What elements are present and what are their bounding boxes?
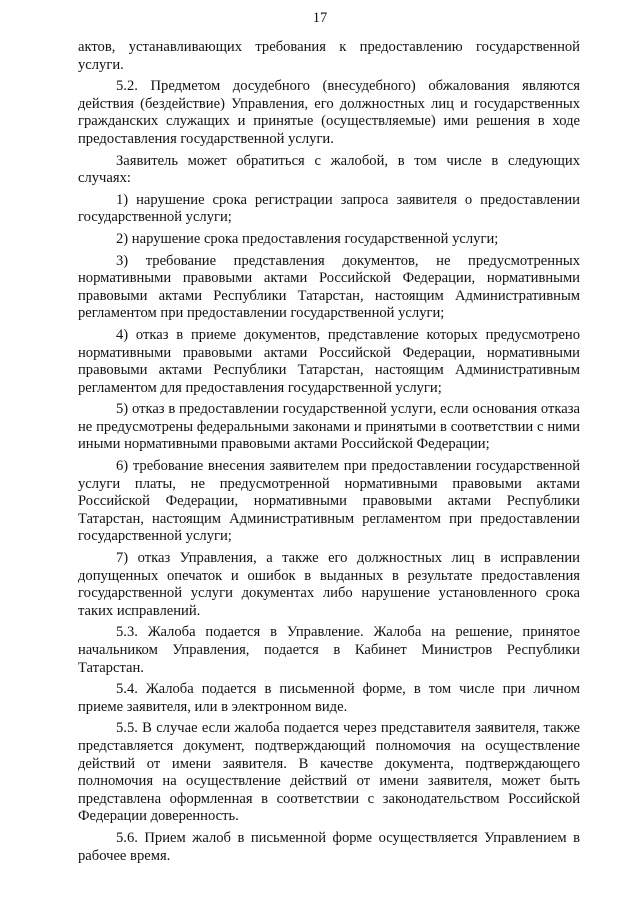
paragraph-continuation: актов, устанавливающих требования к предоставлению государственной услуги.	[78, 39, 580, 73]
list-item-4: 4) отказ в приеме документов, представление которых предусмотрено нормативными правовыми актами Российской Федерации, нормативными правовыми актами Республики Татарстан, настоящим Административным регламентом для предоставления государственной услуги;	[78, 326, 580, 396]
paragraph-5-6: 5.6. Прием жалоб в письменной форме осуществляется Управлением в рабочее время.	[78, 829, 580, 864]
paragraph-complaint-cases-intro: Заявитель может обратиться с жалобой, в том числе в следующих случаях:	[78, 152, 580, 187]
list-item-7: 7) отказ Управления, а также его должностных лиц в исправлении допущенных опечаток и ошибок в выданных в результате предоставления государственной услуги документах либо нарушение установленного срока таких исправлений.	[78, 550, 580, 619]
paragraph-5-3: 5.3. Жалоба подается в Управление. Жалоба на решение, принятое начальником Управления, подается в Кабинет Министров Республики Татарстан.	[78, 624, 580, 676]
document-body	[78, 39, 580, 869]
list-item-5: 5) отказ в предоставлении государственной услуги, если основания отказа не предусмотрены федеральными законами и принятыми в соответствии с ними иными нормативными правовыми актами Российской Федерации;	[78, 401, 580, 453]
list-item-3: 3) требование представления документов, не предусмотренных нормативными правовыми актами Российской Федерации, нормативными правовыми актами Республики Татарстан, настоящим Административным регламентом при предоставлении государственной услуги;	[78, 252, 580, 322]
paragraph-5-5: 5.5. В случае если жалоба подается через представителя заявителя, также представляется документ, подтверждающий полномочия на осуществление действий от имени заявителя. В качестве документа, подтверждающего полномочия на осуществление действий от имени заявителя, может быть представлена оформленная в соответствии с законодательством Российской Федерации доверенность.	[78, 720, 580, 825]
page-number: 17	[312, 10, 328, 26]
paragraph-5-2: 5.2. Предметом досудебного (внесудебного) обжалования являются действия (бездействие) Управления, его должностных лиц и государственных гражданских служащих и принятые (осуществляемые) ими решения в ходе предоставления государственной услуги.	[78, 78, 580, 147]
list-item-2: 2) нарушение срока предоставления государственной услуги;	[116, 230, 499, 247]
paragraph-5-4: 5.4. Жалоба подается в письменной форме, в том числе при личном приеме заявителя, или в электронном виде.	[78, 681, 580, 715]
list-item-6: 6) требование внесения заявителем при предоставлении государственной услуги платы, не предусмотренной нормативными правовыми актами Российской Федерации, нормативными правовыми актами Республики Татарстан, настоящим Административным регламентом при предоставлении государственной услуги;	[78, 458, 580, 545]
list-item-1: 1) нарушение срока регистрации запроса заявителя о предоставлении государственной услуги;	[78, 191, 580, 226]
